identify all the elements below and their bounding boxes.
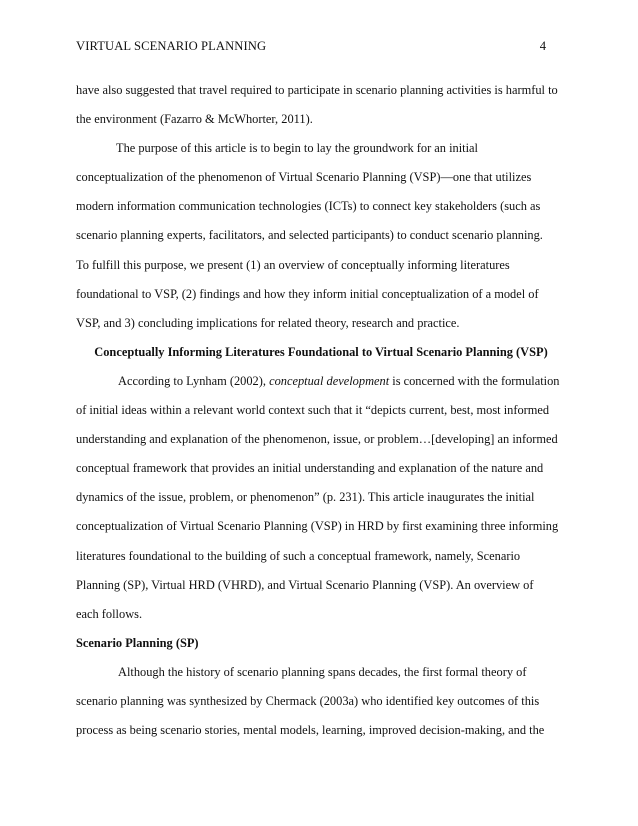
body-line: understanding and explanation of the phenomenon, issue, or problem…[developing] an informed <box>76 432 558 447</box>
body-text: According to Lynham (2002), <box>118 373 270 388</box>
body-line: modern information communication technologies (ICTs) to connect key stakeholders (such as <box>76 199 541 214</box>
body-line: Planning (SP), Virtual HRD (VHRD), and Virtual Scenario Planning (VSP). An overview of <box>76 577 534 592</box>
page-number: 4 <box>539 39 546 53</box>
document-body <box>76 76 566 745</box>
body-line: To fulfill this purpose, we present (1) an overview of conceptually informing literatures <box>76 257 510 272</box>
subsection-heading: Scenario Planning (SP) <box>76 635 199 650</box>
body-line: conceptualization of the phenomenon of Virtual Scenario Planning (VSP)—one that utilizes <box>76 170 532 185</box>
section-heading: Conceptually Informing Literatures Foundational to Virtual Scenario Planning (VSP) <box>94 344 548 359</box>
body-line: scenario planning was synthesized by Chermack (2003a) who identified key outcomes of this <box>76 693 540 708</box>
body-line: Although the history of scenario planning spans decades, the first formal theory of <box>118 664 527 679</box>
body-line: of initial ideas within a relevant world context such that it “depicts current, best, most informed <box>76 403 550 418</box>
body-line <box>76 367 566 396</box>
body-line: literatures foundational to the building of such a conceptual framework, namely, Scenario <box>76 548 521 563</box>
body-line: dynamics of the issue, problem, or phenomenon” (p. 231). This article inaugurates the initial <box>76 490 535 505</box>
body-line: have also suggested that travel required to participate in scenario planning activities is harmful to <box>76 83 558 97</box>
body-line: foundational to VSP, (2) findings and how they inform initial conceptualization of a model of <box>76 286 539 301</box>
body-text: is concerned with the formulation <box>389 373 560 388</box>
body-line: conceptual framework that provides an initial understanding and explanation of the nature and <box>76 461 544 476</box>
running-title: VIRTUAL SCENARIO PLANNING <box>76 39 267 53</box>
body-line: process as being scenario stories, mental models, learning, improved decision-making, and the <box>76 723 545 738</box>
body-line: the environment (Fazarro & McWhorter, 2011). <box>76 112 313 127</box>
body-line: scenario planning experts, facilitators, and selected participants) to conduct scenario planning. <box>76 228 543 243</box>
body-line: each follows. <box>76 606 143 621</box>
body-line: The purpose of this article is to begin to lay the groundwork for an initial <box>116 141 478 156</box>
body-line: VSP, and 3) concluding implications for related theory, research and practice. <box>76 315 460 330</box>
body-line: conceptualization of Virtual Scenario Planning (VSP) in HRD by first examining three informing <box>76 519 559 534</box>
italic-term: conceptual development <box>269 373 390 388</box>
